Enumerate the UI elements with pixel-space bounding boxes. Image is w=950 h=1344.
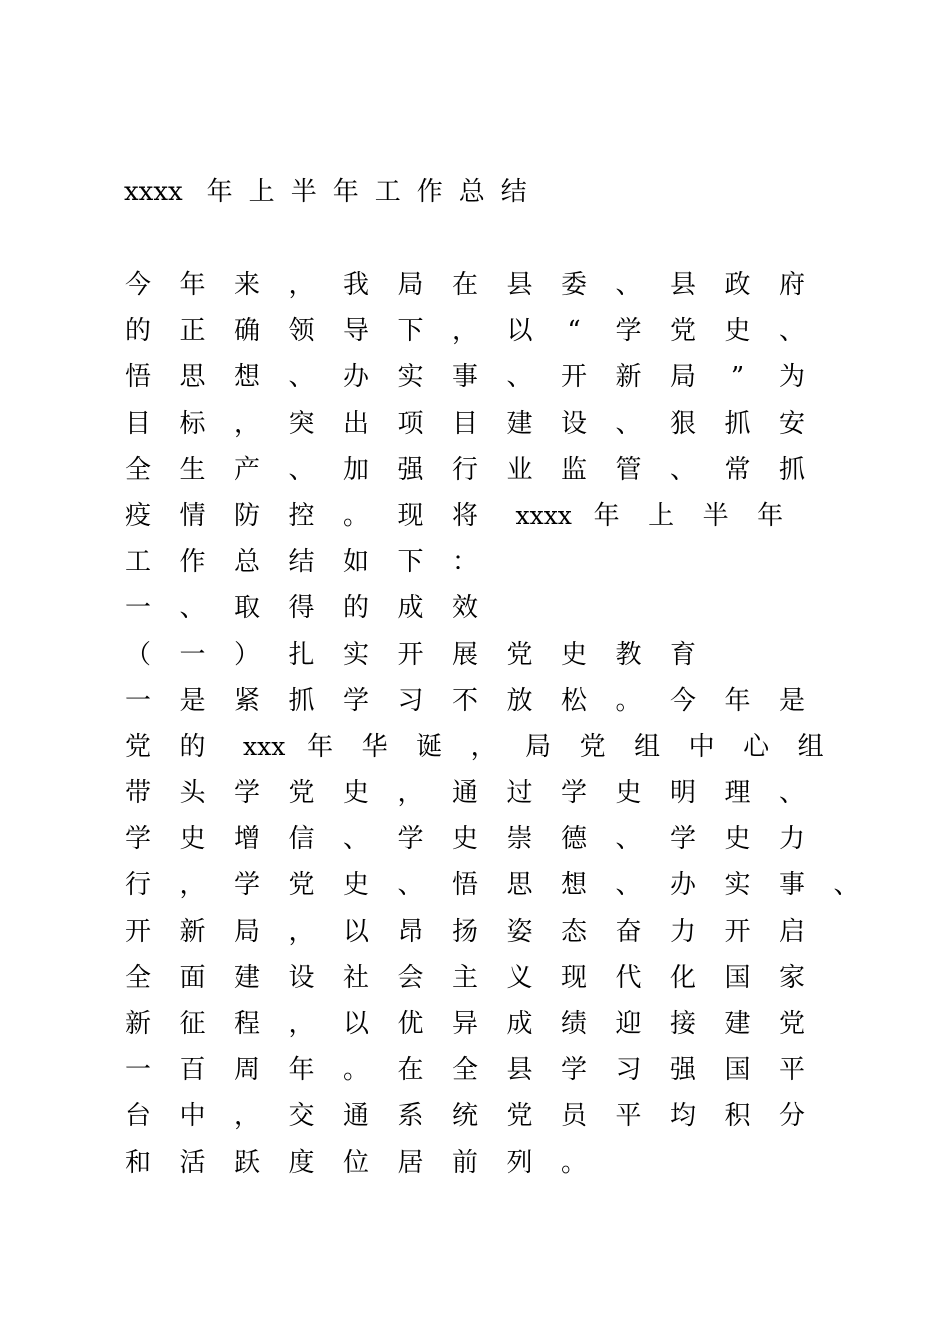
text-char: 学 xyxy=(233,870,260,901)
title-char: 工 xyxy=(374,177,401,207)
text-char: 均 xyxy=(669,1101,696,1132)
text-char: 生 xyxy=(179,454,206,485)
text-char: 、 xyxy=(778,778,805,809)
text-line xyxy=(124,447,884,493)
text-char: 控 xyxy=(288,500,315,531)
text-char: 积 xyxy=(724,1101,751,1132)
text-char: 党 xyxy=(288,870,315,901)
text-char: 委 xyxy=(560,270,587,300)
text-char: 心 xyxy=(743,731,770,762)
text-char: 政 xyxy=(724,270,751,300)
text-char: 来 xyxy=(233,270,260,300)
text-char: 列 xyxy=(506,1147,533,1178)
text-char: 年 xyxy=(307,731,334,762)
text-char: 迎 xyxy=(615,1009,642,1039)
text-line xyxy=(124,862,884,908)
text-char: 抓 xyxy=(288,685,315,716)
text-char: 异 xyxy=(451,1009,478,1039)
text-char: 全 xyxy=(451,1055,478,1086)
text-char: 全 xyxy=(124,454,151,485)
text-char: 系 xyxy=(397,1101,424,1132)
text-char: 义 xyxy=(506,962,533,993)
text-char: 在 xyxy=(397,1055,424,1086)
text-char: 家 xyxy=(778,962,805,993)
text-char: 扬 xyxy=(451,916,478,947)
text-char: 设 xyxy=(560,408,587,439)
text-char: 和 xyxy=(124,1147,151,1178)
text-char: 实 xyxy=(724,870,751,901)
text-char: 组 xyxy=(797,731,824,762)
text-char: 。 xyxy=(342,500,369,531)
text-char: 理 xyxy=(724,778,751,809)
text-line xyxy=(124,678,884,724)
text-line xyxy=(124,632,884,678)
text-char: 年 xyxy=(179,270,206,300)
text-char: 的 xyxy=(124,316,151,347)
text-char: 明 xyxy=(669,778,696,809)
text-char: 史 xyxy=(342,778,369,809)
text-char: 产 xyxy=(233,454,260,485)
text-char: 史 xyxy=(724,824,751,855)
text-char: ， xyxy=(233,1101,260,1132)
text-char: 学 xyxy=(124,824,151,855)
text-char: 导 xyxy=(342,316,369,347)
text-char: 取 xyxy=(233,593,260,624)
text-char: 成 xyxy=(397,593,424,624)
text-char: 、 xyxy=(778,316,805,347)
text-char: 党 xyxy=(124,731,151,762)
text-char: 国 xyxy=(724,1055,751,1086)
text-char: 总 xyxy=(233,547,260,578)
text-char: 抓 xyxy=(778,454,805,485)
text-char: 现 xyxy=(397,500,424,531)
text-char: 昂 xyxy=(397,916,424,947)
text-char: ” xyxy=(730,362,745,393)
text-char: 管 xyxy=(615,454,642,485)
text-char: 监 xyxy=(560,454,587,485)
text-char: 姿 xyxy=(506,916,533,947)
text-char: 主 xyxy=(451,962,478,993)
text-char: 思 xyxy=(179,362,206,393)
text-char: xxx xyxy=(243,731,286,761)
text-char: 新 xyxy=(615,362,642,393)
text-char: 史 xyxy=(342,870,369,901)
text-line xyxy=(124,354,884,400)
title-char: 年 xyxy=(206,177,233,207)
text-char: 行 xyxy=(124,870,151,901)
text-char: 局 xyxy=(397,270,424,300)
text-line xyxy=(124,262,884,308)
text-char: 位 xyxy=(342,1147,369,1178)
text-char: 正 xyxy=(179,316,206,347)
title-char: 结 xyxy=(500,177,527,207)
text-char: 结 xyxy=(288,547,315,578)
text-char: 、 xyxy=(669,454,696,485)
text-line xyxy=(124,909,884,955)
text-char: 思 xyxy=(506,870,533,901)
text-char: 学 xyxy=(397,824,424,855)
text-char: 新 xyxy=(124,1009,151,1039)
text-char: 台 xyxy=(124,1101,151,1132)
text-char: 建 xyxy=(724,1009,751,1039)
text-char: 行 xyxy=(451,454,478,485)
text-char: 通 xyxy=(451,778,478,809)
text-char: 紧 xyxy=(233,685,260,716)
text-char: 年 xyxy=(288,1055,315,1086)
text-char: 、 xyxy=(288,362,315,393)
text-char: 下 xyxy=(397,316,424,347)
text-char: 展 xyxy=(451,639,478,670)
text-line xyxy=(124,493,884,539)
text-char: 事 xyxy=(451,362,478,393)
text-char: 度 xyxy=(288,1147,315,1178)
text-char: 不 xyxy=(451,685,478,716)
text-char: 局 xyxy=(525,731,552,762)
text-char: 学 xyxy=(342,685,369,716)
text-char: 党 xyxy=(506,1101,533,1132)
text-char: 县 xyxy=(506,270,533,300)
text-char: 一 xyxy=(124,593,151,624)
text-char: 放 xyxy=(506,685,533,716)
text-char: 狠 xyxy=(669,408,696,439)
text-char: 学 xyxy=(669,824,696,855)
text-char: 标 xyxy=(179,408,206,439)
text-char: 常 xyxy=(724,454,751,485)
text-char: 中 xyxy=(688,731,715,762)
text-char: 居 xyxy=(397,1147,424,1178)
text-char: 党 xyxy=(288,778,315,809)
text-char: 一 xyxy=(179,639,206,670)
text-char: 作 xyxy=(179,547,206,578)
text-char: 活 xyxy=(179,1147,206,1178)
text-line xyxy=(124,816,884,862)
text-line xyxy=(124,308,884,354)
title-char: 半 xyxy=(290,177,317,207)
text-char: 、 xyxy=(615,408,642,439)
text-char: 、 xyxy=(615,870,642,901)
document-title xyxy=(124,175,543,209)
text-char: ， xyxy=(288,270,315,300)
title-char: 总 xyxy=(458,177,485,207)
text-char: 想 xyxy=(560,870,587,901)
text-line xyxy=(124,1001,884,1047)
text-char: 新 xyxy=(179,916,206,947)
text-char: 情 xyxy=(179,500,206,531)
text-char: 年 xyxy=(724,685,751,716)
text-char: ， xyxy=(288,916,315,947)
text-char: 带 xyxy=(124,778,151,809)
text-char: 成 xyxy=(506,1009,533,1039)
text-char: 局 xyxy=(669,362,696,393)
text-char: 以 xyxy=(342,916,369,947)
text-char: 以 xyxy=(342,1009,369,1039)
text-char: 。 xyxy=(342,1055,369,1086)
text-char: 强 xyxy=(397,454,424,485)
text-char: 史 xyxy=(615,778,642,809)
text-char: 目 xyxy=(451,408,478,439)
text-char: 德 xyxy=(560,824,587,855)
text-line xyxy=(124,724,884,770)
text-char: 开 xyxy=(724,916,751,947)
text-char: 代 xyxy=(615,962,642,993)
text-char: 史 xyxy=(179,824,206,855)
title-char: 作 xyxy=(416,177,443,207)
text-char: ： xyxy=(451,547,478,578)
text-char: 局 xyxy=(233,916,260,947)
text-char: 设 xyxy=(288,962,315,993)
text-char: 扎 xyxy=(288,639,315,670)
text-char: 工 xyxy=(124,547,151,578)
text-line xyxy=(124,585,884,631)
text-char: 社 xyxy=(342,962,369,993)
text-char: 习 xyxy=(615,1055,642,1086)
text-char: 态 xyxy=(560,916,587,947)
text-char: 的 xyxy=(342,593,369,624)
text-line xyxy=(124,539,884,585)
text-char: 、 xyxy=(342,824,369,855)
text-char: 以 xyxy=(506,316,533,347)
text-char: 前 xyxy=(451,1147,478,1178)
text-char: 程 xyxy=(233,1009,260,1039)
text-char: 崇 xyxy=(506,824,533,855)
text-char: 史 xyxy=(724,316,751,347)
text-char: 学 xyxy=(233,778,260,809)
text-char: 在 xyxy=(451,270,478,300)
text-char: 下 xyxy=(397,547,424,578)
text-char: 效 xyxy=(451,593,478,624)
text-line xyxy=(124,770,884,816)
text-char: 防 xyxy=(233,500,260,531)
text-char: 接 xyxy=(669,1009,696,1039)
text-char: 过 xyxy=(506,778,533,809)
text-char: 化 xyxy=(669,962,696,993)
text-char: 党 xyxy=(506,639,533,670)
text-char: 今 xyxy=(669,685,696,716)
text-char: ） xyxy=(233,639,260,670)
text-char: 力 xyxy=(669,916,696,947)
text-char: 开 xyxy=(124,916,151,947)
text-char: 悟 xyxy=(124,362,151,393)
text-char: 强 xyxy=(669,1055,696,1086)
text-char: 确 xyxy=(233,316,260,347)
text-char: 华 xyxy=(361,731,388,762)
text-char: 百 xyxy=(179,1055,206,1086)
text-char: 。 xyxy=(615,685,642,716)
text-char: 征 xyxy=(179,1009,206,1039)
text-char: 开 xyxy=(560,362,587,393)
text-char: 、 xyxy=(397,870,424,901)
text-char: 现 xyxy=(560,962,587,993)
text-char: 、 xyxy=(615,824,642,855)
text-char: xxxx xyxy=(515,500,572,530)
text-char: 会 xyxy=(397,962,424,993)
text-char: “ xyxy=(567,316,581,347)
text-char: 上 xyxy=(648,500,675,531)
text-char: 县 xyxy=(506,1055,533,1086)
text-char: 是 xyxy=(778,685,805,716)
text-char: 党 xyxy=(669,316,696,347)
text-char: 统 xyxy=(451,1101,478,1132)
text-char: 出 xyxy=(342,408,369,439)
text-char: 年 xyxy=(593,500,620,531)
text-char: ， xyxy=(233,408,260,439)
text-char: 党 xyxy=(778,1009,805,1039)
text-char: 党 xyxy=(579,731,606,762)
text-char: （ xyxy=(124,639,151,670)
text-char: 诞 xyxy=(416,731,443,762)
text-char: 力 xyxy=(778,824,805,855)
text-line xyxy=(124,1093,884,1139)
text-char: 面 xyxy=(179,962,206,993)
text-char: 悟 xyxy=(451,870,478,901)
text-line xyxy=(124,401,884,447)
text-char: 史 xyxy=(451,824,478,855)
text-char: 抓 xyxy=(724,408,751,439)
text-char: 加 xyxy=(342,454,369,485)
text-char: 建 xyxy=(233,962,260,993)
text-char: 将 xyxy=(451,500,478,531)
text-char: ， xyxy=(451,316,478,347)
text-char: 学 xyxy=(560,778,587,809)
text-char: 启 xyxy=(778,916,805,947)
text-char: 突 xyxy=(288,408,315,439)
text-char: 、 xyxy=(506,362,533,393)
text-char: 目 xyxy=(124,408,151,439)
text-char: 疫 xyxy=(124,500,151,531)
text-char: ， xyxy=(179,870,206,901)
title-char: 年 xyxy=(332,177,359,207)
text-line xyxy=(124,1140,884,1186)
text-char: 增 xyxy=(233,824,260,855)
text-char: 得 xyxy=(288,593,315,624)
text-char: 业 xyxy=(506,454,533,485)
text-char: 组 xyxy=(634,731,661,762)
text-char: 年 xyxy=(757,500,784,531)
text-char: 、 xyxy=(288,454,315,485)
text-char: 我 xyxy=(342,270,369,300)
text-char: 跃 xyxy=(233,1147,260,1178)
text-char: 办 xyxy=(342,362,369,393)
text-line xyxy=(124,955,884,1001)
text-char: 松 xyxy=(560,685,587,716)
text-char: 想 xyxy=(233,362,260,393)
text-char: 实 xyxy=(397,362,424,393)
text-char: 员 xyxy=(560,1101,587,1132)
text-char: 学 xyxy=(560,1055,587,1086)
text-char: ， xyxy=(470,731,497,762)
text-char: 领 xyxy=(288,316,315,347)
text-char: 的 xyxy=(179,731,206,762)
text-char: 、 xyxy=(615,270,642,300)
text-char: 一 xyxy=(124,685,151,716)
text-char: 中 xyxy=(179,1101,206,1132)
text-char: 。 xyxy=(560,1147,587,1178)
text-char: 府 xyxy=(778,270,805,300)
text-char: 如 xyxy=(342,547,369,578)
text-char: ， xyxy=(288,1009,315,1039)
text-char: 平 xyxy=(615,1101,642,1132)
text-char: 绩 xyxy=(560,1009,587,1039)
text-char: 优 xyxy=(397,1009,424,1039)
text-char: 安 xyxy=(778,408,805,439)
text-char: 县 xyxy=(669,270,696,300)
text-char: 、 xyxy=(833,870,860,901)
text-char: 史 xyxy=(560,639,587,670)
text-char: 交 xyxy=(288,1101,315,1132)
text-line xyxy=(124,1047,884,1093)
text-char: 奋 xyxy=(615,916,642,947)
text-char: 国 xyxy=(724,962,751,993)
text-char: ， xyxy=(397,778,424,809)
text-char: 今 xyxy=(124,270,151,300)
text-char: 一 xyxy=(124,1055,151,1086)
text-char: 平 xyxy=(778,1055,805,1086)
text-char: 周 xyxy=(233,1055,260,1086)
text-char: 习 xyxy=(397,685,424,716)
text-char: 实 xyxy=(342,639,369,670)
text-char: 办 xyxy=(669,870,696,901)
text-char: 教 xyxy=(615,639,642,670)
text-char: 为 xyxy=(778,362,805,393)
text-char: 、 xyxy=(179,593,206,624)
text-char: 事 xyxy=(778,870,805,901)
text-char: 头 xyxy=(179,778,206,809)
text-char: 半 xyxy=(702,500,729,531)
text-char: 项 xyxy=(397,408,424,439)
text-char: 开 xyxy=(397,639,424,670)
document-body xyxy=(124,262,884,1186)
text-char: 学 xyxy=(615,316,642,347)
text-char: 分 xyxy=(778,1101,805,1132)
text-char: 建 xyxy=(506,408,533,439)
text-char: 全 xyxy=(124,962,151,993)
text-char: 育 xyxy=(669,639,696,670)
text-char: 信 xyxy=(288,824,315,855)
text-char: 是 xyxy=(179,685,206,716)
title-char: xxxx xyxy=(124,177,183,207)
title-char: 上 xyxy=(248,177,275,207)
text-char: 通 xyxy=(342,1101,369,1132)
